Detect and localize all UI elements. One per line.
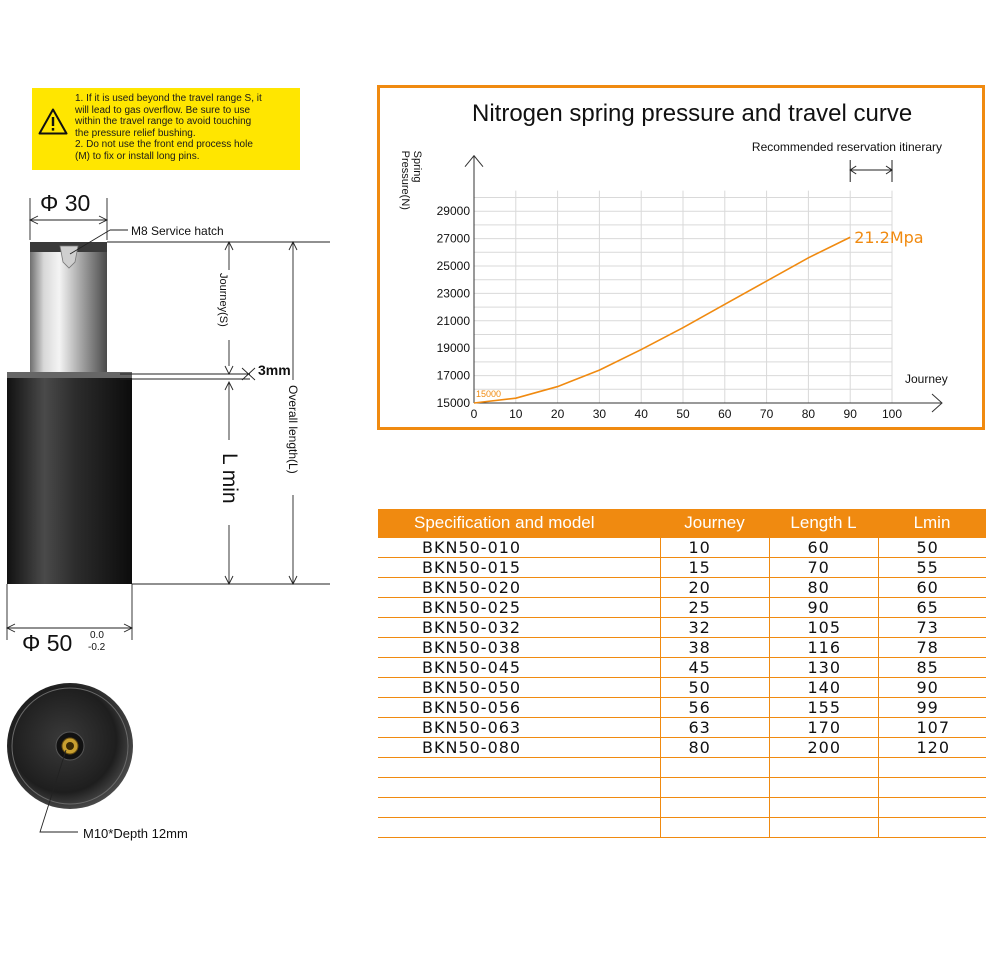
model-cell: BKN50-080 (378, 738, 660, 758)
journey-cell: 50 (660, 678, 769, 698)
empty-cell (878, 798, 986, 818)
empty-cell (660, 818, 769, 838)
table-row (378, 738, 986, 758)
y-tick-label: 25000 (436, 259, 470, 273)
y-tick-labels (437, 204, 471, 410)
empty-cell (378, 818, 660, 838)
lmin-cell: 99 (878, 698, 986, 718)
lmin-cell: 107 (878, 718, 986, 738)
journey-cell: 45 (660, 658, 769, 678)
length-cell: 170 (769, 718, 878, 738)
thread-note: M10*Depth 12mm (83, 826, 188, 841)
table-row (378, 598, 986, 618)
table-row (378, 638, 986, 658)
warning-line: 1. If it is used beyond the travel range S, it (75, 93, 262, 104)
warning-line: (M) to fix or install long pins. (75, 150, 200, 162)
warning-line: the pressure relief bushing. (75, 127, 196, 139)
journey-cell: 63 (660, 718, 769, 738)
x-tick-label: 40 (634, 407, 648, 421)
length-cell: 130 (769, 658, 878, 678)
lmin-cell: 65 (878, 598, 986, 618)
end-value-label: 21.2Mpa (854, 228, 924, 248)
gap-label: 3mm (258, 362, 291, 378)
chart-title: Nitrogen spring pressure and travel curve (472, 100, 913, 127)
length-cell: 80 (769, 578, 878, 598)
y-tick-label: 15000 (436, 396, 470, 410)
lmin-cell: 73 (878, 618, 986, 638)
piston-rod (30, 242, 107, 372)
lmin-cell: 78 (878, 638, 986, 658)
pressure-curve (474, 237, 850, 403)
y-tick-label: 29000 (436, 204, 470, 219)
cylinder-body (7, 372, 132, 584)
table-row (378, 618, 986, 638)
x-tick-label: 60 (718, 407, 732, 421)
end-view (7, 683, 133, 832)
chart-axes (465, 156, 942, 412)
y-axis-label (399, 151, 423, 210)
x-tick-label: 10 (509, 407, 523, 421)
x-tick-label: 50 (676, 407, 690, 421)
empty-cell (378, 778, 660, 798)
table-header-row (378, 509, 986, 538)
header-journey: Journey (660, 509, 769, 538)
empty-cell (878, 758, 986, 778)
table-row (378, 558, 986, 578)
chart-grid (474, 191, 892, 403)
service-hatch-label: M8 Service hatch (131, 224, 224, 238)
lmin-cell: 55 (878, 558, 986, 578)
x-tick-labels (471, 407, 903, 421)
empty-cell (769, 778, 878, 798)
reservation-marker (850, 160, 892, 182)
empty-cell (878, 818, 986, 838)
empty-cell (660, 798, 769, 818)
lmin-cell: 120 (878, 738, 986, 758)
x-tick-label: 100 (881, 407, 903, 421)
empty-cell (660, 758, 769, 778)
table-row (378, 678, 986, 698)
length-cell: 90 (769, 598, 878, 618)
l-min-text: L min (218, 453, 241, 504)
x-tick-label: 20 (550, 407, 565, 421)
y-tick-label: 27000 (436, 231, 470, 246)
model-cell: BKN50-010 (378, 538, 660, 558)
x-tick-label: 0 (470, 407, 478, 421)
model-cell: BKN50-045 (378, 658, 660, 678)
start-value-label: 15000 (476, 389, 502, 399)
pressure-travel-chart (377, 85, 985, 430)
empty-cell (660, 778, 769, 798)
y-tick-label: 21000 (436, 313, 470, 328)
y-axis-label-line: Spring (411, 150, 423, 183)
tolerance-upper: 0.0 (90, 630, 104, 641)
reservation-label: Recommended reservation itinerary (751, 140, 942, 154)
length-cell: 60 (769, 538, 878, 558)
lmin-cell: 60 (878, 578, 986, 598)
journey-cell: 32 (660, 618, 769, 638)
lmin-cell: 50 (878, 538, 986, 558)
empty-cell (378, 798, 660, 818)
journey-cell: 20 (660, 578, 769, 598)
table-row (378, 698, 986, 718)
x-tick-label: 30 (592, 407, 607, 421)
table-row-empty (378, 798, 986, 818)
empty-cell (378, 758, 660, 778)
header-lmin: Lmin (878, 509, 986, 538)
phi-30-label: Φ 30 (40, 190, 91, 216)
model-cell: BKN50-015 (378, 558, 660, 578)
model-cell: BKN50-038 (378, 638, 660, 658)
journey-cell: 56 (660, 698, 769, 718)
model-cell: BKN50-050 (378, 678, 660, 698)
journey-s-text: Journey(S) (217, 273, 229, 327)
spec-table (378, 509, 986, 838)
length-cell: 116 (769, 638, 878, 658)
model-cell: BKN50-032 (378, 618, 660, 638)
x-tick-label: 70 (759, 407, 774, 421)
journey-cell: 38 (660, 638, 769, 658)
length-cell: 70 (769, 558, 878, 578)
warning-line: will lead to gas overflow. Be sure to use (75, 104, 251, 116)
model-cell: BKN50-063 (378, 718, 660, 738)
table-row (378, 658, 986, 678)
empty-cell (769, 798, 878, 818)
length-cell: 105 (769, 618, 878, 638)
empty-cell (769, 818, 878, 838)
y-axis-label-line: Pressure(N) (399, 150, 411, 210)
table-row-empty (378, 778, 986, 798)
lmin-cell: 90 (878, 678, 986, 698)
empty-cell (769, 758, 878, 778)
table-row (378, 718, 986, 738)
journey-cell: 80 (660, 738, 769, 758)
model-cell: BKN50-020 (378, 578, 660, 598)
length-cell: 200 (769, 738, 878, 758)
table-row-empty (378, 818, 986, 838)
tolerance-lower: -0.2 (88, 642, 106, 653)
table-row (378, 578, 986, 598)
length-cell: 140 (769, 678, 878, 698)
model-cell: BKN50-056 (378, 698, 660, 718)
length-cell: 155 (769, 698, 878, 718)
empty-cell (878, 778, 986, 798)
overall-length-text: Overall length(L) (286, 385, 300, 474)
y-tick-label: 23000 (436, 286, 470, 301)
y-tick-label: 17000 (436, 368, 470, 383)
journey-cell: 25 (660, 598, 769, 618)
header-length: Length L (769, 509, 878, 538)
header-spec: Specification and model (378, 509, 660, 538)
x-axis-label: Journey (905, 372, 948, 386)
y-tick-label: 19000 (436, 341, 470, 356)
warning-line: within the travel range to avoid touching (75, 116, 252, 127)
warning-line: 2. Do not use the front end process hole (75, 139, 253, 150)
phi-50-label: Φ 50 (22, 630, 73, 656)
x-tick-label: 80 (801, 407, 816, 421)
journey-cell: 15 (660, 558, 769, 578)
journey-cell: 10 (660, 538, 769, 558)
model-cell: BKN50-025 (378, 598, 660, 618)
table-row (378, 538, 986, 558)
spring-drawing (0, 0, 370, 961)
x-tick-label: 90 (843, 407, 857, 421)
lmin-cell: 85 (878, 658, 986, 678)
table-row-empty (378, 758, 986, 778)
